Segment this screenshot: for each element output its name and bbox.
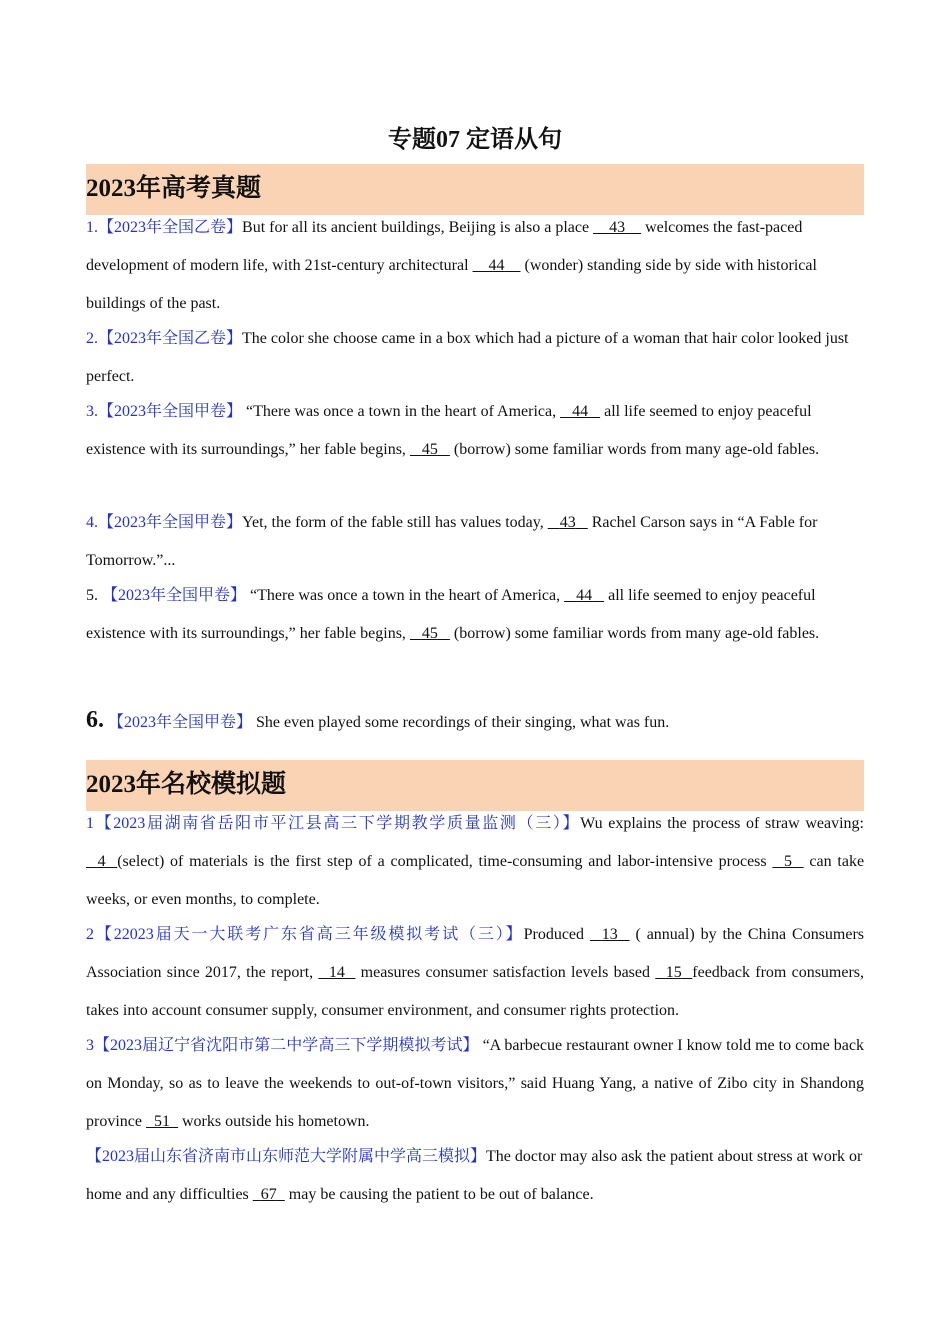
question-text: (borrow) some familiar words from many age-old fables. — [449, 625, 820, 642]
question-text: ( annual) by the China Consumers Association since 2017, the report, — [86, 926, 865, 981]
answer-blank: 45 — [421, 625, 438, 642]
question-source: 【2023届湖南省岳阳市平江县高三下学期教学质量监测（三）】 — [94, 815, 581, 832]
answer-blank: 44 — [572, 403, 589, 420]
question-item — [86, 1027, 864, 1141]
question-item — [86, 393, 864, 469]
answer-blank: 13 — [601, 926, 618, 943]
question-number: 6. — [86, 707, 104, 733]
answer-blank: 43 — [609, 219, 626, 236]
question-number: 2. — [86, 330, 98, 347]
question-source: 【2023年全国甲卷】 — [108, 714, 253, 731]
answer-blank: 5 — [784, 853, 793, 870]
question-item — [86, 701, 864, 742]
question-text: (wonder) standing side by side with historical buildings of the past. — [86, 257, 817, 312]
question-source: 【2023年全国乙卷】 — [98, 219, 243, 236]
answer-blank: 51 — [153, 1113, 170, 1130]
question-item — [86, 209, 864, 323]
question-text: The color she choose came in a box which had a picture of a woman that hair color looked just perfect. — [86, 330, 849, 385]
question-text: The doctor may also ask the patient about stress at work or home and any difficulties — [86, 1148, 863, 1203]
answer-blank: 15 — [665, 964, 682, 981]
question-number: 5. — [86, 587, 102, 604]
section-heading-band — [86, 760, 864, 811]
question-source: 【2023年全国甲卷】 — [98, 514, 243, 531]
answer-blank: 67 — [260, 1186, 277, 1203]
question-text: (select) of materials is the first step of a complicated, time-consuming and labor-intensive process — [117, 853, 773, 870]
question-source: 【2023年全国甲卷】 — [102, 587, 247, 604]
question-source: 【2023届辽宁省沈阳市第二中学高三下学期模拟考试】 — [94, 1037, 479, 1054]
question-item — [86, 320, 864, 396]
question-text: “There was once a town in the heart of America, — [246, 587, 565, 604]
section-heading: 2023年名校模拟题 — [86, 771, 287, 798]
answer-blank: 14 — [328, 964, 345, 981]
question-text: “A barbecue restaurant owner I know told me to come back on Monday, so as to leave the weekends to out-of-town visitors,” said Huang Yang, a native of Zibo city in Shandong province — [86, 1037, 865, 1130]
answer-blank: 43 — [559, 514, 576, 531]
question-text: She even played some recordings of their singing, what was fun. — [252, 714, 670, 731]
question-text: Rachel Carson says in “A Fable for Tomorrow.”... — [86, 514, 818, 569]
question-text: Produced — [523, 926, 590, 943]
question-source: 【2023年全国乙卷】 — [98, 330, 243, 347]
question-item — [86, 504, 864, 580]
question-text: works outside his hometown. — [177, 1113, 370, 1130]
question-text: Yet, the form of the fable still has values today, — [242, 514, 548, 531]
question-text: can take weeks, or even months, to complete. — [86, 853, 865, 908]
question-text: But for all its ancient buildings, Beijing is also a place — [242, 219, 594, 236]
question-item — [86, 916, 864, 1030]
answer-blank: 45 — [421, 441, 438, 458]
question-item — [86, 805, 864, 919]
question-text: (borrow) some familiar words from many age-old fables. — [449, 441, 820, 458]
question-text: may be causing the patient to be out of balance. — [284, 1186, 594, 1203]
question-number: 1 — [86, 815, 94, 832]
question-source: 【2023年全国甲卷】 — [98, 403, 243, 420]
question-number: 1. — [86, 219, 98, 236]
section-heading-band — [86, 164, 864, 215]
question-text: all life seemed to enjoy peaceful existence with its surroundings,” her fable begins, — [86, 587, 816, 642]
question-item — [86, 577, 864, 653]
answer-blank: 44 — [488, 257, 505, 274]
question-number: 4. — [86, 514, 98, 531]
question-text: all life seemed to enjoy peaceful existence with its surroundings,” her fable begins, — [86, 403, 812, 458]
question-text: Wu explains the process of straw weaving: — [580, 815, 864, 832]
question-number: 3. — [86, 403, 98, 420]
question-number: 2 — [86, 926, 94, 943]
answer-blank: 4 — [97, 853, 106, 870]
question-number: 3 — [86, 1037, 94, 1054]
question-source: 【22023届天一大联考广东省高三年级模拟考试（三）】 — [94, 926, 524, 943]
answer-blank: 44 — [576, 587, 593, 604]
question-text: welcomes the fast-paced development of modern life, with 21st-century architectural — [86, 219, 803, 274]
section-heading: 2023年高考真题 — [86, 175, 262, 202]
question-source: 【2023届山东省济南市山东师范大学附属中学高三模拟】 — [86, 1148, 487, 1165]
question-text: “There was once a town in the heart of America, — [242, 403, 561, 420]
question-item — [86, 1138, 864, 1214]
page-title: 专题07 定语从句 — [388, 127, 562, 153]
question-text: measures consumer satisfaction levels based — [355, 964, 656, 981]
question-text: feedback from consumers, takes into account consumer supply, consumer environment, and consumer rights protection. — [86, 964, 865, 1019]
